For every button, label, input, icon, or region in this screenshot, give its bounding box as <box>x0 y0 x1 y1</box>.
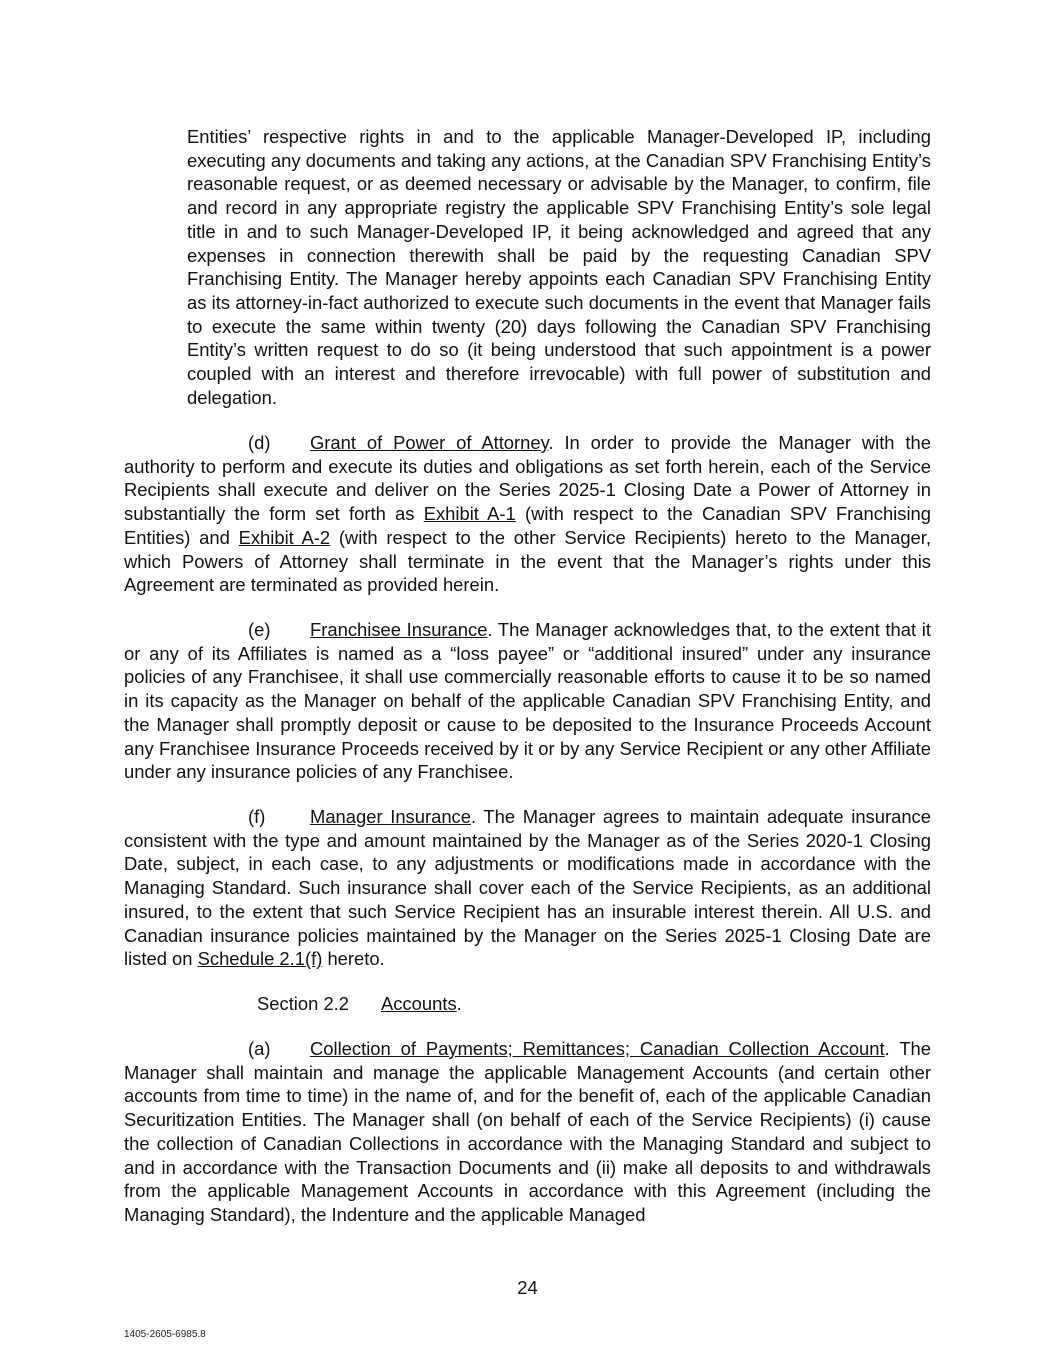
section-number: Section 2.2 <box>257 993 350 1014</box>
section-2-2-heading <box>257 992 462 1016</box>
paragraph-d-heading: Grant of Power of Attorney <box>310 432 549 453</box>
paragraph-d-text-between: (with respect to the Canadian SPV Franchising Entities) and <box>124 503 932 548</box>
schedule-2-1f-reference: Schedule 2.1(f) <box>197 948 323 970</box>
paragraph-e <box>124 618 931 784</box>
section-title: Accounts <box>381 993 457 1014</box>
exhibit-a1-reference: Exhibit A-1 <box>423 503 516 525</box>
exhibit-a2-reference: Exhibit A-2 <box>238 526 331 548</box>
paragraph-e-label: (e) <box>248 619 271 640</box>
paragraph-e-text: . The Manager acknowledges that, to the extent that it or any of its Affiliates is named as a “loss payee” or “additional insured” under any insurance policies of any Franchisee, it shall use commercially reasonable efforts to cause it to be so named in its capacity as the Manager on behalf of the applicable Canadian SPV Franchising Entity, and the Manager shall promptly deposit or cause to be deposited to the Insurance Proceeds Account any Franchisee Insurance Proceeds received by it or by any Service Recipient or any other Affiliate under any insurance policies of any Franchisee. <box>124 619 931 783</box>
paragraph-f <box>124 805 931 971</box>
paragraph-a-text: . The Manager shall maintain and manage the applicable Management Accounts (and certain other accounts from time to time) in the name of, and for the benefit of, each of the applicable Canadian Securitization Entities. The Manager shall (on behalf of each of the Service Recipients) (i) cause the collection of Canadian Collections in accordance with the Managing Standard and subject to and in accordance with the Transaction Documents and (ii) make all deposits to and withdrawals from the applicable Management Accounts in accordance with this Agreement (including the Managing Standard), the Indenture and the applicable Managed <box>124 1038 932 1225</box>
paragraph-a-heading: Collection of Payments; Remittances; Canadian Collection Account <box>310 1038 885 1059</box>
paragraph-d <box>124 431 931 597</box>
paragraph-d-text-after: (with respect to the other Service Recipients) hereto to the Manager, which Powers of Attorney shall terminate in the event that the Manager’s rights under this Agreement are terminated as provided herein. <box>124 526 931 596</box>
paragraph-a <box>124 1037 931 1227</box>
continuation-paragraph: Entities’ respective rights in and to the applicable Manager-Developed IP, including executing any documents and taking any actions, at the Canadian SPV Franchising Entity’s reasonable request, or as deemed necessary or advisable by the Manager, to confirm, file and record in any appropriate registry the applicable SPV Franchising Entity’s sole legal title in and to such Manager-Developed IP, it being acknowledged and agreed that any expenses in connection therewith shall be paid by the requesting Canadian SPV Franchising Entity. The Manager hereby appoints each Canadian SPV Franchising Entity as its attorney-in-fact authorized to execute such documents in the event that Manager fails to execute the same within twenty (20) days following the Canadian SPV Franchising Entity’s written request to do so (it being understood that such appointment is a power coupled with an interest and therefore irrevocable) with full power of substitution and delegation. <box>187 126 931 408</box>
document-id: 1405-2605-6985.8 <box>124 1329 206 1340</box>
paragraph-f-heading: Manager Insurance <box>310 806 471 827</box>
paragraph-a-label: (a) <box>248 1038 271 1059</box>
paragraph-e-heading: Franchisee Insurance <box>310 619 488 640</box>
paragraph-d-text: . In order to provide the Manager with the authority to perform and execute its duties and obligations as set forth herein, each of the Service Recipients shall execute and deliver on the Series 2025-1 Closing Date a Power of Attorney in substantially the form set forth as <box>124 432 931 525</box>
section-title-suffix: . <box>456 993 462 1014</box>
page-number: 24 <box>517 1277 538 1298</box>
paragraph-f-text-after: hereto. <box>322 948 385 970</box>
paragraph-f-label: (f) <box>248 806 266 827</box>
paragraph-d-label: (d) <box>248 432 271 453</box>
paragraph-f-text: . The Manager agrees to maintain adequate insurance consistent with the type and amount maintained by the Manager as of the Series 2020-1 Closing Date, subject, in each case, to any adjustments or modifications made in accordance with the Managing Standard. Such insurance shall cover each of the Service Recipients, as an additional insured, to the extent that such Service Recipient has an insurable interest therein. All U.S. and Canadian insurance policies maintained by the Manager on the Series 2025-1 Closing Date are listed on <box>124 806 931 970</box>
